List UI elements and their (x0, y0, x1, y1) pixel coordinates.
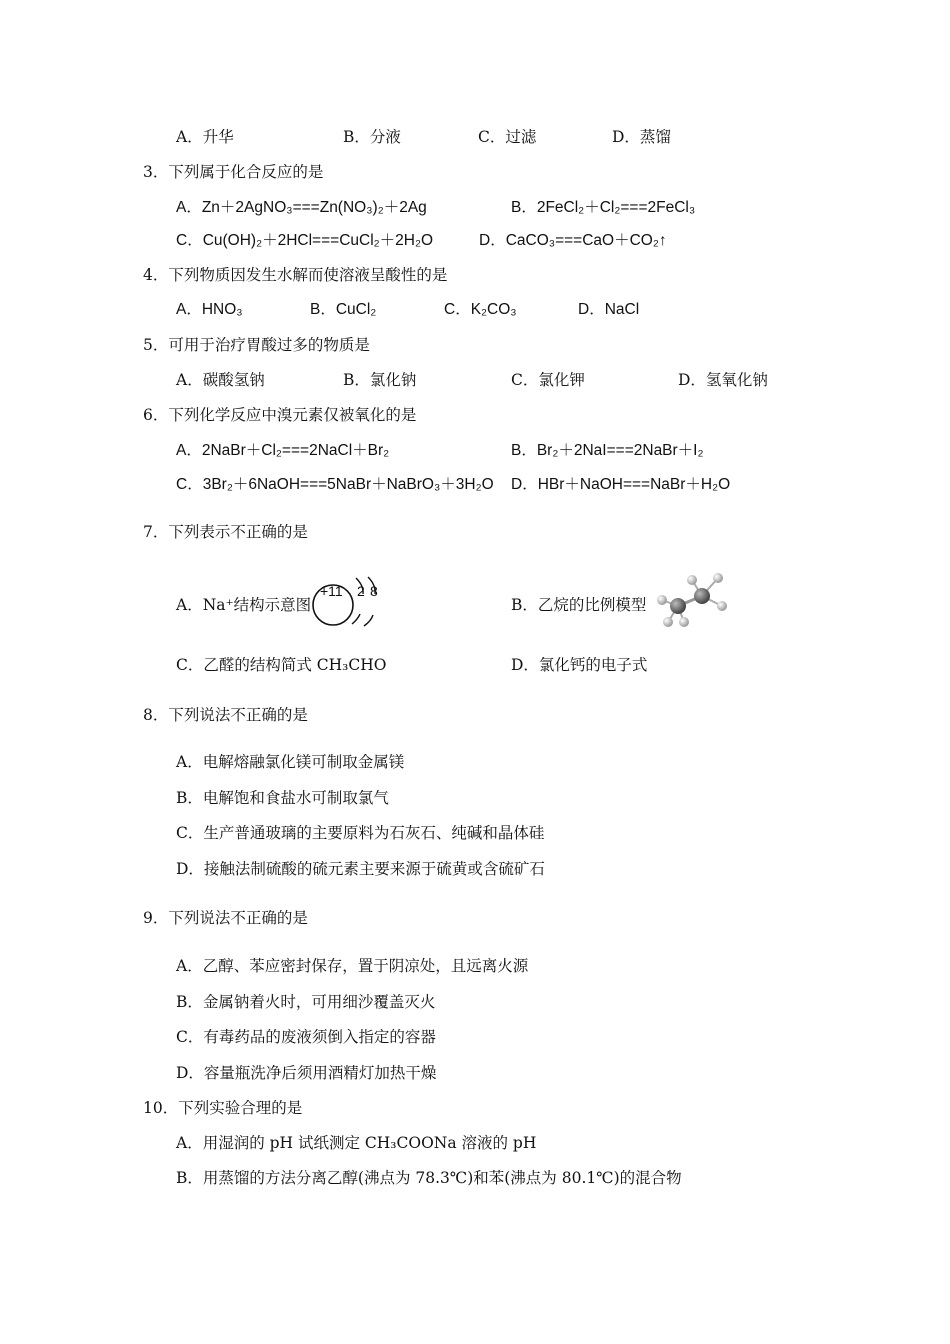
q10-option-b: B．用蒸馏的方法分离乙醇(沸点为 78.3℃)和苯(沸点为 80.1℃)的混合物 (176, 1169, 682, 1187)
q5-stem: 5．可用于治疗胃酸过多的物质是 (143, 336, 370, 354)
q6-stem: 6．下列化学反应中溴元素仅被氧化的是 (143, 406, 417, 424)
q2-option-d: D．蒸馏 (612, 128, 671, 146)
q8-option-b: B．电解饱和食盐水可制取氯气 (176, 789, 389, 807)
q3-stem: 3．下列属于化合反应的是 (143, 163, 324, 181)
shell-1-electrons: 2 (357, 583, 365, 599)
q4-option-d: D．NaCl (578, 301, 640, 318)
q8-option-a: A．电解熔融氯化镁可制取金属镁 (176, 753, 405, 771)
nucleus-charge: +11 (320, 583, 343, 599)
q6-option-b: B．Br₂＋2NaI===2NaBr＋I₂ (511, 442, 704, 459)
q2-option-a: A．升华 (176, 128, 234, 146)
q4-option-b: B．CuCl₂ (310, 301, 377, 318)
q9-option-b: B．金属钠着火时，可用细沙覆盖灭火 (176, 993, 436, 1011)
q8-option-c: C．生产普通玻璃的主要原料为石灰石、纯碱和晶体硅 (176, 824, 545, 842)
ethane-model-image (656, 570, 728, 630)
q2-option-c: C．过滤 (478, 128, 537, 146)
q5-option-a: A．碳酸氢钠 (176, 371, 265, 389)
q9-stem: 9．下列说法不正确的是 (143, 909, 308, 927)
shell-1-arc-bottom (352, 614, 360, 624)
q5-option-b: B．氯化钠 (343, 371, 417, 389)
q5-option-d: D．氢氧化钠 (678, 371, 768, 389)
q3-option-d: D．CaCO₃===CaO＋CO₂↑ (479, 232, 667, 249)
q7-option-d: D．氯化钙的电子式 (511, 656, 648, 674)
q7-option-a: A．Na⁺结构示意图 (176, 596, 312, 614)
q7-option-c: C．乙醛的结构简式 CH₃CHO (176, 656, 387, 674)
q3-option-b: B．2FeCl₂＋Cl₂===2FeCl₃ (511, 199, 696, 216)
q6-option-a: A．2NaBr＋Cl₂===2NaCl＋Br₂ (176, 442, 390, 459)
q4-stem: 4．下列物质因发生水解而使溶液呈酸性的是 (143, 266, 448, 284)
q9-option-a: A．乙醇、苯应密封保存，置于阴凉处，且远离火源 (176, 957, 529, 975)
q6-option-c: C．3Br₂＋6NaOH===5NaBr＋NaBrO₃＋3H₂O (176, 476, 494, 493)
q3-option-a: A．Zn＋2AgNO₃===Zn(NO₃)₂＋2Ag (176, 199, 427, 216)
shell-2-electrons: 8 (370, 583, 378, 599)
q4-option-a: A．HNO₃ (176, 301, 243, 318)
q2-option-b: B．分液 (343, 128, 401, 146)
q6-option-d: D．HBr＋NaOH===NaBr＋H₂O (511, 476, 731, 493)
q9-option-c: C．有毒药品的废液须倒入指定的容器 (176, 1028, 436, 1046)
q7-option-b: B．乙烷的比例模型 (511, 596, 647, 614)
shell-2-arc-bottom (364, 615, 373, 626)
q8-option-d: D．接触法制硫酸的硫元素主要来源于硫黄或含硫矿石 (176, 860, 545, 878)
q10-option-a: A．用湿润的 pH 试纸测定 CH₃COONa 溶液的 pH (176, 1134, 537, 1152)
q8-stem: 8．下列说法不正确的是 (143, 706, 308, 724)
q5-option-c: C．氯化钾 (511, 371, 585, 389)
q9-option-d: D．容量瓶洗净后须用酒精灯加热干燥 (176, 1064, 437, 1082)
sodium-ion-structure-diagram (308, 574, 388, 634)
q10-stem: 10．下列实验合理的是 (143, 1099, 303, 1117)
q3-option-c: C．Cu(OH)₂＋2HCl===CuCl₂＋2H₂O (176, 232, 434, 249)
q4-option-c: C．K₂CO₃ (444, 301, 517, 318)
q7-stem: 7．下列表示不正确的是 (143, 523, 308, 541)
